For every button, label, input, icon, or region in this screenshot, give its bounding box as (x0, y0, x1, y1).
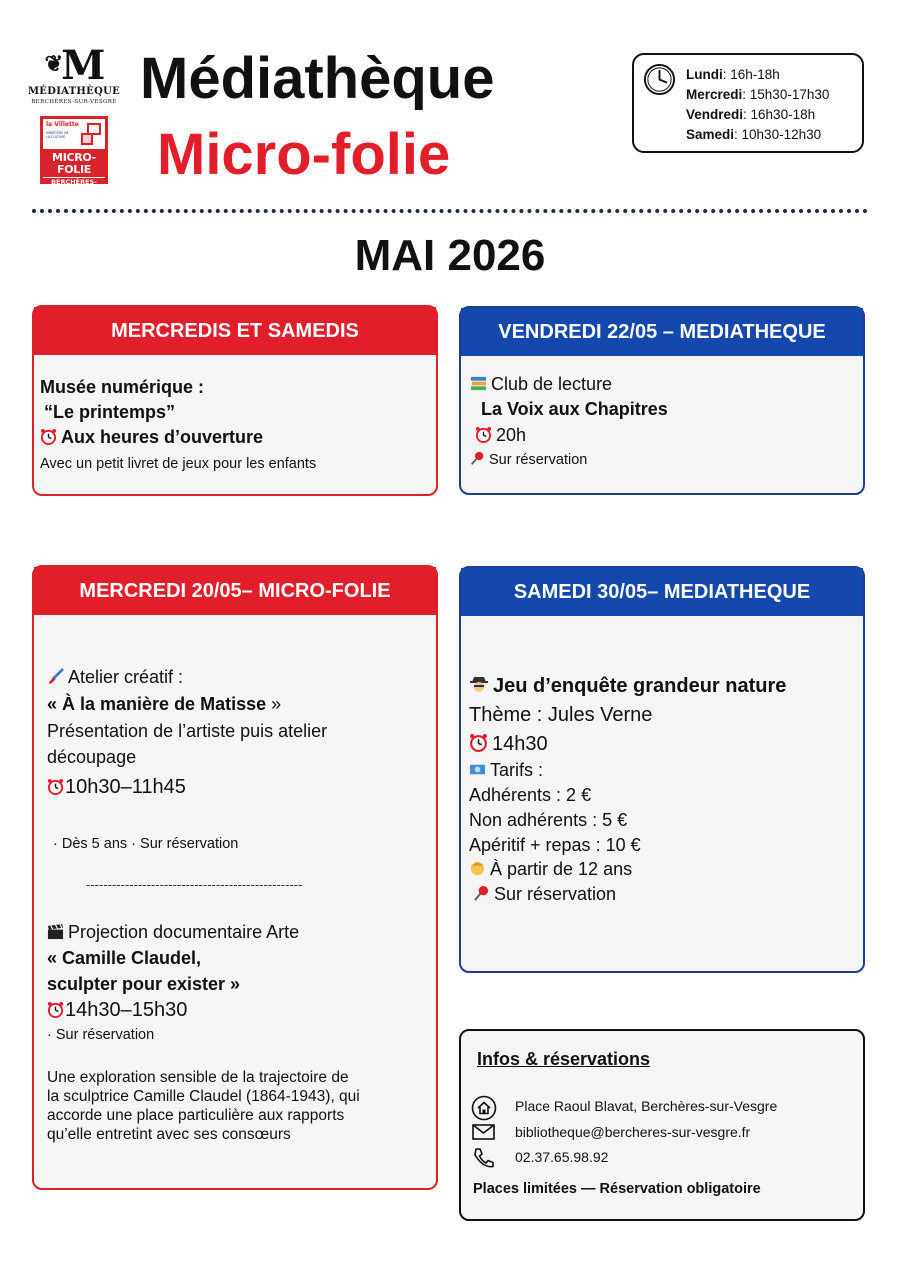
detective-icon (469, 674, 489, 694)
clapper-board-icon (47, 923, 64, 940)
pushpin-icon (470, 451, 485, 466)
month-heading: MAI 2026 (354, 231, 546, 280)
card-line: « Camille Claudel, (47, 948, 202, 968)
card-line: Musée numérique : (40, 377, 205, 397)
card-line: · Sur réservation (47, 1027, 155, 1043)
alarm-clock-icon (469, 733, 488, 752)
card-description: la sculptrice Camille Claudel (1864-1943), qui (47, 1088, 360, 1105)
card-line: À partir de 12 ans (469, 859, 632, 880)
card-header: MERCREDIS ET SAMEDIS (34, 307, 436, 355)
card-description: Une exploration sensible de la trajectoire de (47, 1069, 349, 1086)
books-icon (470, 375, 487, 392)
card-line: Jeu d’enquête grandeur nature (469, 674, 786, 698)
card-description: accorde une place particulière aux rapports (47, 1107, 345, 1124)
info-phone[interactable] (471, 1146, 851, 1170)
mediatheque-logo-mark: ❦M (44, 42, 104, 89)
dashed-separator: -------------------------------------------------- (86, 877, 303, 892)
card-line: découpage (47, 747, 137, 767)
card-saturday-30 (459, 566, 865, 973)
hours-row: Mercredi: 15h30-17h30 (686, 87, 830, 102)
card-line: La Voix aux Chapitres (481, 399, 668, 419)
card-line-time: 14h30–15h30 (47, 999, 187, 1022)
info-address-text: Place Raoul Blavat, Berchères-sur-Vesgre (515, 1098, 778, 1114)
card-line: Projection documentaire Arte (47, 922, 299, 943)
mediatheque-logo-place: BERCHÈRES-SUR-VESGRE (31, 99, 117, 105)
card-line: Non adhérents : 5 € (469, 810, 628, 830)
mediatheque-logo-text: MÉDIATHÈQUE (27, 86, 121, 97)
page-subtitle: Micro-folie (157, 122, 451, 187)
hours-row: Lundi: 16h-18h (686, 67, 780, 82)
card-line-time: 10h30–11h45 (47, 776, 186, 799)
info-title: Infos & réservations (477, 1049, 651, 1069)
microfolie-logo-brand: la Villette (46, 121, 79, 128)
microfolie-logo-ministry: MINISTÈRE DE LA CULTURE (46, 131, 69, 139)
card-line: Sur réservation (470, 451, 587, 468)
microfolie-logo-cube (81, 133, 93, 145)
mail-icon (471, 1121, 497, 1143)
info-footer: Places limitées — Réservation obligatoire (473, 1181, 761, 1197)
page-title: Médiathèque (140, 46, 495, 111)
card-line: Adhérents : 2 € (469, 785, 592, 805)
hours-row: Samedi: 10h30-12h30 (686, 127, 822, 142)
card-header: MERCREDI 20/05– MICRO-FOLIE (34, 567, 436, 615)
card-line-time: 20h (475, 425, 526, 446)
alarm-clock-icon (47, 778, 64, 795)
info-email[interactable] (471, 1121, 851, 1145)
alarm-clock-icon (40, 428, 57, 445)
person-icon (469, 860, 486, 877)
home-icon (471, 1095, 497, 1121)
mediatheque-logo (26, 44, 122, 104)
card-line: Tarifs : (469, 760, 543, 781)
card-line: Présentation de l’artiste puis atelier (47, 721, 328, 741)
card-header: VENDREDI 22/05 – MEDIATHEQUE (461, 308, 863, 356)
dotted-divider (32, 209, 868, 213)
card-line: Thème : Jules Verne (469, 704, 653, 726)
phone-icon (471, 1146, 497, 1170)
card-header: SAMEDI 30/05– MEDIATHEQUE (461, 568, 863, 616)
card-line: Sur réservation (473, 884, 616, 905)
card-line: Atelier créatif : (47, 667, 183, 688)
card-line: Apéritif + repas : 10 € (469, 835, 641, 855)
info-reservations-box (459, 1029, 865, 1221)
clock-icon (643, 63, 676, 96)
card-line: Avec un petit livret de jeux pour les enfants (40, 456, 317, 472)
card-wednesday-20 (32, 565, 438, 1190)
info-address (471, 1095, 851, 1119)
info-phone-text[interactable]: 02.37.65.98.92 (515, 1149, 609, 1165)
card-wednesdays-saturdays (32, 305, 438, 496)
microfolie-logo-name: MICRO-FOLIE (52, 151, 96, 176)
microfolie-logo-place: BERCHÈRES-SUR-VESGRE (43, 177, 105, 194)
card-line: Club de lecture (470, 374, 612, 395)
pushpin-icon (473, 885, 490, 902)
card-line: · Dès 5 ans · Sur réservation (53, 836, 239, 852)
banknote-icon (469, 761, 486, 778)
card-line-time: Aux heures d’ouverture (40, 427, 263, 448)
card-description: qu’elle entretint avec ses consœurs (47, 1126, 291, 1143)
microfolie-logo-emblem (43, 119, 105, 149)
alarm-clock-icon (475, 426, 492, 443)
card-line: sculpter pour exister » (47, 974, 241, 994)
card-line: « À la manière de Matisse » (47, 694, 282, 714)
paintbrush-icon (47, 668, 64, 685)
alarm-clock-icon (47, 1001, 64, 1018)
info-email-text[interactable]: bibliotheque@bercheres-sur-vesgre.fr (515, 1124, 751, 1140)
card-line: “Le printemps” (44, 402, 176, 422)
card-line-time: 14h30 (469, 733, 548, 756)
opening-hours-box (632, 53, 864, 153)
microfolie-logo (40, 116, 108, 194)
card-friday-22 (459, 306, 865, 495)
hours-row: Vendredi: 16h30-18h (686, 107, 816, 122)
